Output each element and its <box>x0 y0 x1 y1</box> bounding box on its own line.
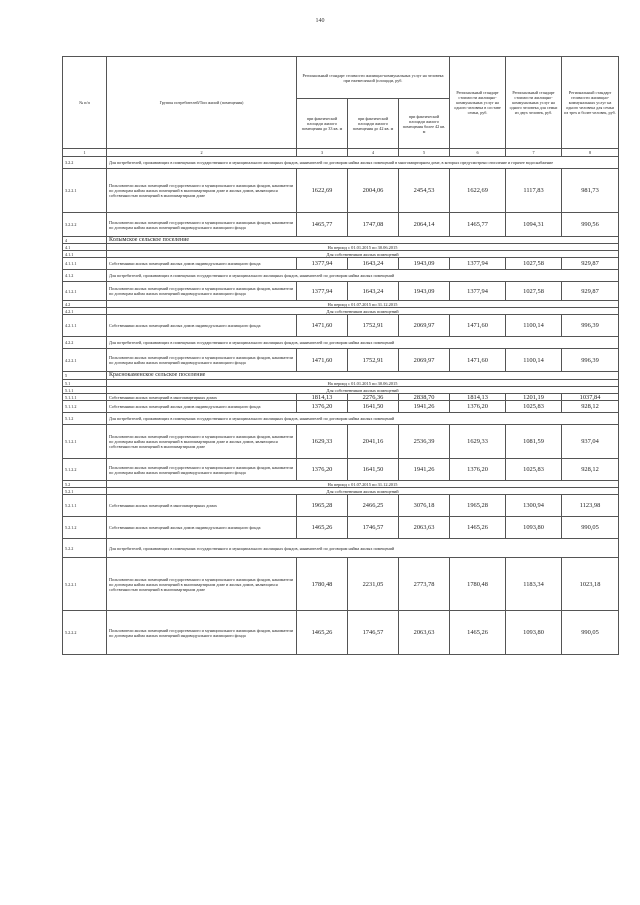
row-number: 5.2.2.2 <box>63 611 107 655</box>
value-cell: 1183,34 <box>506 558 562 611</box>
colnum: 7 <box>506 149 562 157</box>
table-row <box>63 315 619 337</box>
row-number: 5.2 <box>63 481 107 488</box>
value-cell: 2041,16 <box>348 425 399 459</box>
table-row <box>63 459 619 481</box>
period-label: Для собственников жилых помещений <box>107 488 619 495</box>
table-row <box>63 244 619 251</box>
row-number: 5.1.2 <box>63 413 107 425</box>
value-cell: 1093,80 <box>506 611 562 655</box>
value-cell: 2004,06 <box>348 169 399 213</box>
row-caption: Для потребителей, проживающих в помещениях государственного и муниципального жилищных фондов, нанимателей по договорам найма жилых помещений <box>107 539 619 558</box>
row-number: 4 <box>63 237 107 244</box>
value-cell: 929,87 <box>562 282 619 301</box>
colnum: 4 <box>348 149 399 157</box>
row-number: 4.2.2 <box>63 337 107 349</box>
colnum: 3 <box>297 149 348 157</box>
row-number: 3.2.2.2 <box>63 213 107 237</box>
colnum: 2 <box>107 149 297 157</box>
row-name: Пользователи жилых помещений государственного и муниципального жилищных фондов, наниматели по договорам найма жилых помещений в многоквартирном доме и жилых домов, являющихся собственностью помещений в многоквартирном доме <box>107 425 297 459</box>
row-name: Собственники жилых помещений жилых домов индивидуального жилищного фонда <box>107 401 297 413</box>
table-row <box>63 301 619 308</box>
value-cell: 2466,25 <box>348 495 399 517</box>
row-number: 5.1.1.1 <box>63 394 107 401</box>
table-row <box>63 337 619 349</box>
row-number: 3.2.2 <box>63 157 107 169</box>
period-label: На период с 01.01.2015 по 30.06.2015 <box>107 244 619 251</box>
table-row <box>63 539 619 558</box>
row-number: 4.1.1 <box>63 251 107 258</box>
page-number: 140 <box>315 18 325 24</box>
value-cell: 996,39 <box>562 349 619 372</box>
table-row <box>63 349 619 372</box>
value-cell: 1465,77 <box>450 213 506 237</box>
table-row <box>63 488 619 495</box>
section-title: Колымское сельское поселение <box>107 237 619 244</box>
row-number: 5.2.2.1 <box>63 558 107 611</box>
row-number: 4.2.2.1 <box>63 349 107 372</box>
value-cell: 1643,24 <box>348 258 399 270</box>
value-cell: 1201,19 <box>506 394 562 401</box>
table-row <box>63 425 619 459</box>
row-number: 5.1.2.2 <box>63 459 107 481</box>
value-cell: 2838,70 <box>399 394 450 401</box>
row-number: 5.1.1.2 <box>63 401 107 413</box>
row-number: 4.1 <box>63 244 107 251</box>
value-cell: 1780,48 <box>450 558 506 611</box>
table-row <box>63 258 619 270</box>
row-name: Собственники жилых помещений в многоквартирных домах <box>107 394 297 401</box>
value-cell: 1941,26 <box>399 401 450 413</box>
header-sub3: при фактической площади жилого помещения до 33 кв. м <box>297 99 348 149</box>
value-cell: 1629,33 <box>450 425 506 459</box>
value-cell: 1081,59 <box>506 425 562 459</box>
row-name: Пользователи жилых помещений государственного и муниципального жилищных фондов, наниматели по договорам найма жилых помещений индивидуального жилищного фонда <box>107 459 297 481</box>
table-row <box>63 372 619 380</box>
row-number: 4.1.2 <box>63 270 107 282</box>
colnum: 1 <box>63 149 107 157</box>
value-cell: 2069,97 <box>399 315 450 337</box>
value-cell: 1377,94 <box>450 282 506 301</box>
value-cell: 1465,26 <box>450 517 506 539</box>
row-number: 5.2.1.2 <box>63 517 107 539</box>
row-name: Собственники жилых помещений жилых домов индивидуального жилищного фонда <box>107 258 297 270</box>
period-label: Для собственников жилых помещений <box>107 251 619 258</box>
value-cell: 929,87 <box>562 258 619 270</box>
value-cell: 928,12 <box>562 401 619 413</box>
row-number: 5.2.1.1 <box>63 495 107 517</box>
value-cell: 2069,97 <box>399 349 450 372</box>
value-cell: 1100,14 <box>506 315 562 337</box>
period-label: На период с 01.01.2015 по 30.06.2015 <box>107 380 619 387</box>
header-number: № п/п <box>63 57 107 149</box>
value-cell: 1025,83 <box>506 401 562 413</box>
table-row <box>63 237 619 244</box>
table-row <box>63 495 619 517</box>
value-cell: 3076,18 <box>399 495 450 517</box>
value-cell: 1123,98 <box>562 495 619 517</box>
value-cell: 1943,09 <box>399 258 450 270</box>
section-title: Краснокаменское сельское поселение <box>107 372 619 380</box>
value-cell: 1093,80 <box>506 517 562 539</box>
value-cell: 1747,08 <box>348 213 399 237</box>
value-cell: 2454,53 <box>399 169 450 213</box>
value-cell: 928,12 <box>562 459 619 481</box>
table-row <box>63 558 619 611</box>
value-cell: 1027,58 <box>506 282 562 301</box>
value-cell: 937,04 <box>562 425 619 459</box>
value-cell: 1471,60 <box>450 315 506 337</box>
header-col8: Региональный стандарт стоимости жилищно-коммунальных услуг на одного человека для семьи из трех и более человек, руб. <box>562 57 619 149</box>
value-cell: 2276,36 <box>348 394 399 401</box>
value-cell: 2231,05 <box>348 558 399 611</box>
row-name: Пользователи жилых помещений государственного и муниципального жилищных фондов, наниматели по договорам найма жилых помещений индивидуального жилищного фонда <box>107 282 297 301</box>
value-cell: 981,73 <box>562 169 619 213</box>
row-name: Собственники жилых помещений жилых домов индивидуального жилищного фонда <box>107 517 297 539</box>
value-cell: 1465,26 <box>297 517 348 539</box>
row-number: 5.2.2 <box>63 539 107 558</box>
value-cell: 1965,28 <box>450 495 506 517</box>
value-cell: 1965,28 <box>297 495 348 517</box>
table-row <box>63 157 619 169</box>
value-cell: 1943,09 <box>399 282 450 301</box>
value-cell: 1465,26 <box>297 611 348 655</box>
row-number: 5.1.2.1 <box>63 425 107 459</box>
header-groups: Группы потребителей/Тип жилой (помещения) <box>107 57 297 149</box>
row-name: Пользователи жилых помещений государственного и муниципального жилищных фондов, наниматели по договорам найма жилых помещений индивидуального жилищного фонда <box>107 349 297 372</box>
colnum: 8 <box>562 149 619 157</box>
row-name: Пользователи жилых помещений государственного и муниципального жилищных фондов, наниматели по договорам найма жилых помещений индивидуального жилищного фонда <box>107 611 297 655</box>
row-number: 4.1.1.1 <box>63 258 107 270</box>
value-cell: 1025,83 <box>506 459 562 481</box>
header-sub4: при фактической площади жилого помещения до 42 кв. м <box>348 99 399 149</box>
value-cell: 1814,13 <box>297 394 348 401</box>
table-row <box>63 270 619 282</box>
table-row <box>63 169 619 213</box>
header-standard-group: Региональный стандарт стоимости жилищно-коммунальных услуг на человека при ежемесячной (площади, руб. <box>297 57 450 99</box>
value-cell: 1100,14 <box>506 349 562 372</box>
row-number: 4.2.1 <box>63 308 107 315</box>
value-cell: 1037,84 <box>562 394 619 401</box>
row-number: 5.1 <box>63 380 107 387</box>
row-number: 4.1.2.1 <box>63 282 107 301</box>
header-col6: Региональный стандарт стоимости жилищно-коммунальных услуг на одного человека в составе семьи, руб. <box>450 57 506 149</box>
row-name: Пользователи жилых помещений государственного и муниципального жилищных фондов, наниматели по договорам найма жилых помещений в многоквартирном доме и жилых домов, являющихся собственностью помещений в многоквартирном доме <box>107 558 297 611</box>
value-cell: 1746,57 <box>348 611 399 655</box>
value-cell: 1300,94 <box>506 495 562 517</box>
table-row <box>63 517 619 539</box>
table-row <box>63 413 619 425</box>
value-cell: 2063,63 <box>399 611 450 655</box>
table-row <box>63 308 619 315</box>
value-cell: 2773,78 <box>399 558 450 611</box>
row-number: 3.2.2.1 <box>63 169 107 213</box>
value-cell: 1622,69 <box>297 169 348 213</box>
value-cell: 1641,50 <box>348 401 399 413</box>
colnum: 6 <box>450 149 506 157</box>
value-cell: 1117,83 <box>506 169 562 213</box>
table-row <box>63 380 619 387</box>
row-number: 4.2 <box>63 301 107 308</box>
row-number: 5.1.1 <box>63 387 107 394</box>
row-number: 5 <box>63 372 107 380</box>
value-cell: 1376,20 <box>450 459 506 481</box>
table-row <box>63 251 619 258</box>
table-row <box>63 282 619 301</box>
value-cell: 1643,24 <box>348 282 399 301</box>
value-cell: 990,56 <box>562 213 619 237</box>
standards-table <box>62 56 619 655</box>
value-cell: 1814,13 <box>450 394 506 401</box>
period-label: На период с 01.07.2015 по 31.12.2015 <box>107 301 619 308</box>
table-row <box>63 387 619 394</box>
value-cell: 1471,60 <box>297 315 348 337</box>
table-row <box>63 394 619 401</box>
row-name: Пользователи жилых помещений государственного и муниципального жилищных фондов, наниматели по договорам найма жилых помещений индивидуального жилищного фонда <box>107 213 297 237</box>
value-cell: 2063,63 <box>399 517 450 539</box>
table-row <box>63 213 619 237</box>
value-cell: 1027,58 <box>506 258 562 270</box>
row-name: Собственники жилых помещений жилых домов индивидуального жилищного фонда <box>107 315 297 337</box>
value-cell: 1376,20 <box>297 459 348 481</box>
value-cell: 990,05 <box>562 611 619 655</box>
value-cell: 1641,50 <box>348 459 399 481</box>
table-row <box>63 611 619 655</box>
value-cell: 996,39 <box>562 315 619 337</box>
value-cell: 1377,94 <box>450 258 506 270</box>
value-cell: 1465,77 <box>297 213 348 237</box>
row-number: 5.2.1 <box>63 488 107 495</box>
value-cell: 1471,60 <box>450 349 506 372</box>
row-number: 4.2.1.1 <box>63 315 107 337</box>
value-cell: 1465,26 <box>450 611 506 655</box>
value-cell: 1377,94 <box>297 258 348 270</box>
value-cell: 1746,57 <box>348 517 399 539</box>
value-cell: 2064,14 <box>399 213 450 237</box>
colnum: 5 <box>399 149 450 157</box>
value-cell: 990,05 <box>562 517 619 539</box>
value-cell: 1752,91 <box>348 349 399 372</box>
row-caption: Для потребителей, проживающих в помещениях государственного и муниципального жилищных фондов, нанимателей по договорам найма жилых помещений <box>107 270 619 282</box>
value-cell: 1471,60 <box>297 349 348 372</box>
row-name: Собственники жилых помещений в многоквартирных домах <box>107 495 297 517</box>
value-cell: 1023,18 <box>562 558 619 611</box>
row-name: Пользователи жилых помещений государственного и муниципального жилищных фондов, наниматели по договорам найма жилых помещений в многоквартирном доме и жилых домов, являющихся собственностью помещений в многоквартирном доме <box>107 169 297 213</box>
row-caption: Для потребителей, проживающих в помещениях государственного и муниципального жилищных фондов, нанимателей по договорам найма жилых помещений в многоквартирном доме, в которых предусмотрено отопление и горячее водоснабжение <box>107 157 619 169</box>
value-cell: 1376,20 <box>450 401 506 413</box>
row-caption: Для потребителей, проживающих в помещениях государственного и муниципального жилищных фондов, нанимателей по договорам найма жилых помещений <box>107 413 619 425</box>
value-cell: 1780,48 <box>297 558 348 611</box>
row-caption: Для потребителей, проживающих в помещениях государственного и муниципального жилищных фондов, нанимателей по договорам найма жилых помещений <box>107 337 619 349</box>
header-sub5: при фактической площади жилого помещения более 42 кв. м <box>399 99 450 149</box>
period-label: На период с 01.07.2015 по 31.12.2015 <box>107 481 619 488</box>
value-cell: 1752,91 <box>348 315 399 337</box>
value-cell: 1941,26 <box>399 459 450 481</box>
period-label: Для собственников жилых помещений <box>107 308 619 315</box>
header-col7: Региональный стандарт стоимости жилищно-коммунальных услуг на одного человека для семьи из двух человек, руб. <box>506 57 562 149</box>
value-cell: 2536,39 <box>399 425 450 459</box>
value-cell: 1376,20 <box>297 401 348 413</box>
value-cell: 1094,31 <box>506 213 562 237</box>
value-cell: 1377,94 <box>297 282 348 301</box>
period-label: Для собственников жилых помещений <box>107 387 619 394</box>
value-cell: 1622,69 <box>450 169 506 213</box>
table-row <box>63 481 619 488</box>
value-cell: 1629,33 <box>297 425 348 459</box>
table-row <box>63 401 619 413</box>
